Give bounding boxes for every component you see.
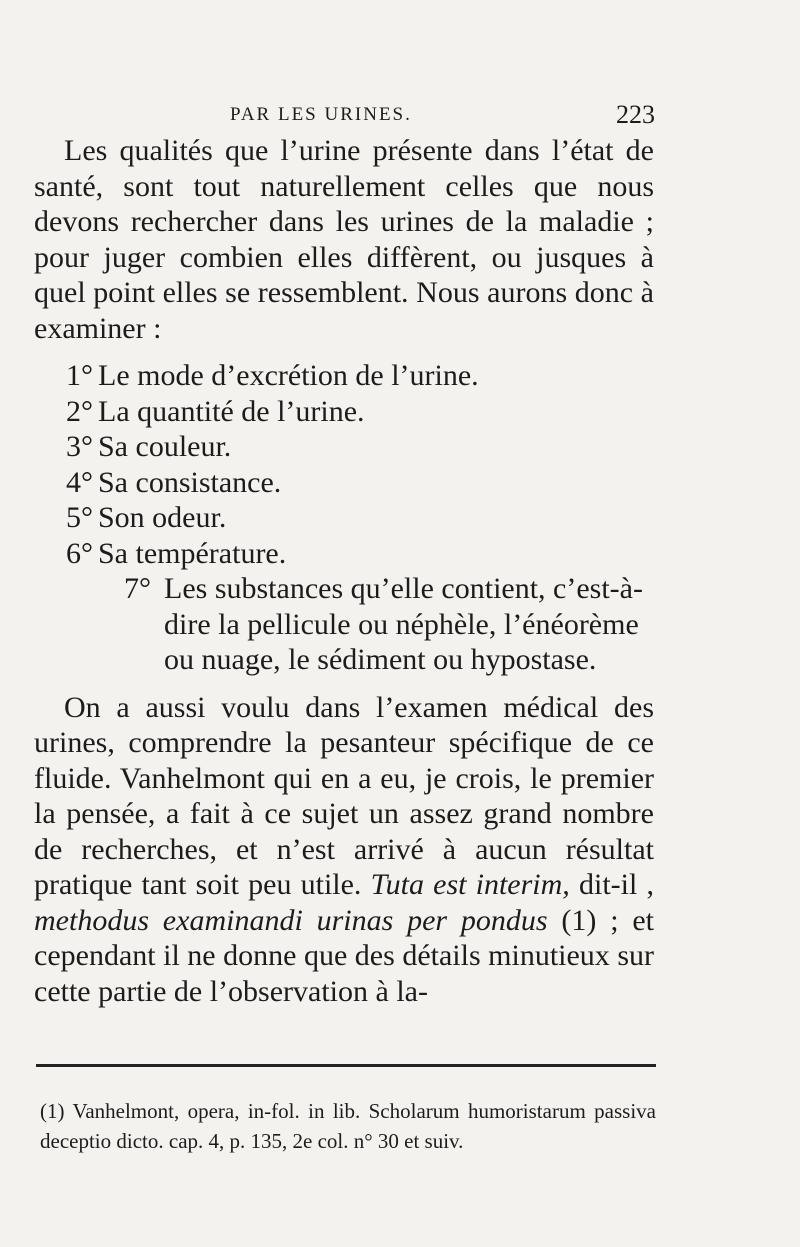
- list-item-text: Les substances qu’elle contient, c’est-à-dire la pellicule ou néphèle, l’énéorème ou nuage, le sédiment ou hypostase.: [164, 572, 643, 676]
- footnote: (1) Vanhelmont, opera, in-fol. in lib. Scholarum humoristarum passiva deceptio dicto. cap. 4, p. 135, 2e col. n° 30 et suiv.: [40, 1099, 656, 1153]
- list-item-text: Sa consistance.: [98, 465, 282, 499]
- list-item-number: 3°: [66, 430, 93, 463]
- second-paragraph: [34, 690, 654, 1010]
- list-item-text: Sa couleur.: [98, 430, 232, 463]
- list-item: [34, 500, 654, 536]
- list-item-number: 5°: [66, 501, 93, 534]
- list-item-text: Son odeur.: [98, 501, 227, 534]
- page-header: [230, 100, 655, 136]
- list-item: [34, 536, 654, 572]
- intro-paragraph: Les qualités que l’urine présente dans l’état de santé, sont tout naturellement celles que nous devons rechercher dans les urines de la maladie ; pour juger combien elles diffèrent, ou jusques à quel point elles se ressemblent. Nous aurons donc à examiner :: [34, 134, 654, 345]
- list-item-number: 1°: [66, 359, 93, 392]
- page-number: 223: [616, 100, 655, 129]
- running-title: PAR LES URINES.: [230, 104, 412, 125]
- list-item: [34, 394, 654, 430]
- list-item: [34, 571, 654, 678]
- latin-quote: methodus examinandi urinas per pondus: [34, 903, 548, 937]
- list-item: [34, 429, 654, 465]
- paragraph-text: dit-il ,: [569, 868, 654, 901]
- list-item: [34, 358, 654, 394]
- list-item-text: Le mode d’excrétion de l’urine.: [98, 359, 479, 392]
- paragraph-text: (1) ; et cependant il ne donne que des détails minutieux sur cette partie de l’observation à la-: [34, 903, 654, 1008]
- list-item-number: 6°: [66, 536, 93, 570]
- examination-list: [34, 358, 654, 678]
- list-item-number: 7°: [124, 572, 151, 605]
- paragraph-text: On a aussi voulu dans l’examen médical des urines, comprendre la pesanteur spécifique de ce fluide. Vanhelmont qui en a eu, je crois, le premier la pensée, a fait à ce sujet un assez grand nombre de recherches, et n’est arrivé à aucun résultat pratique tant soit peu utile.: [34, 690, 654, 901]
- list-item-number: 4°: [66, 465, 93, 499]
- list-item-text: La quantité de l’urine.: [98, 394, 365, 428]
- list-item: [34, 465, 654, 501]
- list-item-text: Sa température.: [98, 536, 287, 570]
- footnote-divider: [36, 1064, 656, 1067]
- body-text: [34, 133, 654, 1009]
- list-item-number: 2°: [66, 394, 93, 428]
- latin-quote: Tuta est interim,: [370, 868, 570, 901]
